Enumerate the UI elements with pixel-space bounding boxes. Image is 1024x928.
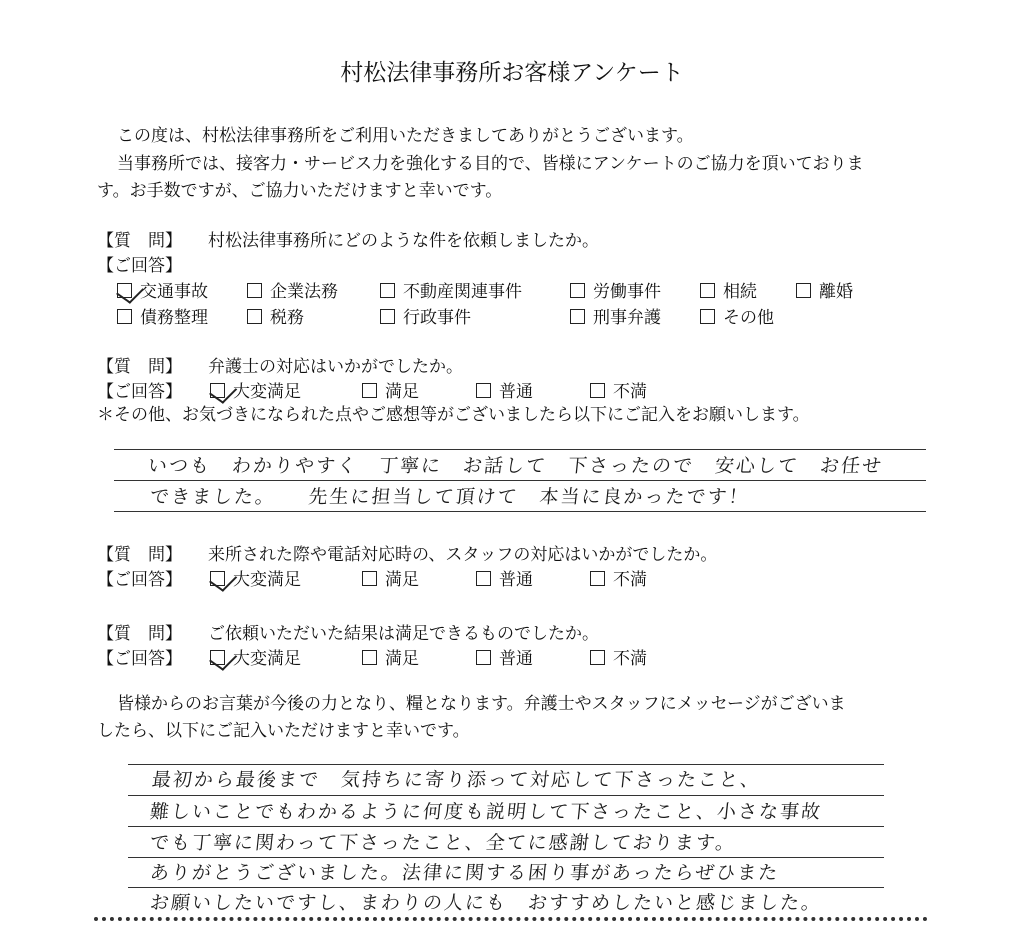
handwritten-message-3: でも丁寧に関わって下さったこと、全てに感謝しております。 (148, 832, 738, 854)
q1-option-debt[interactable]: 債務整理 (117, 308, 208, 328)
handwritten-comment-2: できました。 先生に担当して頂けて 本当に良かったです！ (148, 486, 751, 508)
checkbox-checked-icon[interactable] (210, 650, 225, 665)
q1-option-labor[interactable]: 労働事件 (570, 282, 661, 302)
q1-question-text: 村松法律事務所にどのような件を依頼しましたか。 (208, 231, 599, 251)
checkbox-icon[interactable] (590, 650, 605, 665)
q1-question-label: 【質 問】 (97, 231, 182, 251)
checkbox-icon[interactable] (362, 383, 377, 398)
writing-line (128, 887, 884, 888)
checkbox-icon[interactable] (476, 383, 491, 398)
writing-line (114, 511, 926, 512)
q4-option-neutral[interactable]: 普通 (476, 649, 533, 669)
checkbox-icon[interactable] (700, 309, 715, 324)
checkbox-icon[interactable] (380, 283, 395, 298)
q3-option-neutral[interactable]: 普通 (476, 570, 533, 590)
checkbox-icon[interactable] (362, 650, 377, 665)
q3-option-dissatisfied[interactable]: 不満 (590, 570, 647, 590)
q4-option-satisfied[interactable]: 満足 (362, 649, 419, 669)
q4-question-text: ご依頼いただいた結果は満足できるものでしたか。 (208, 624, 599, 644)
q3-option-very-satisfied[interactable]: 大変満足 (210, 570, 301, 590)
q4-option-very-satisfied[interactable]: 大変満足 (210, 649, 301, 669)
checkbox-icon[interactable] (247, 283, 262, 298)
q1-answer-label: 【ご回答】 (97, 256, 182, 276)
handwritten-comment-1: いつも わかりやすく 丁寧に お話して 下さったので 安心して お任せ (146, 455, 885, 477)
checkbox-checked-icon[interactable] (117, 283, 132, 298)
checkbox-icon[interactable] (590, 571, 605, 586)
q2-question-label: 【質 問】 (97, 357, 182, 377)
q1-option-corporate[interactable]: 企業法務 (247, 282, 338, 302)
q4-question-label: 【質 問】 (97, 624, 182, 644)
q1-option-other[interactable]: その他 (700, 308, 774, 328)
survey-title: 村松法律事務所お客様アンケート (340, 60, 684, 86)
checkbox-checked-icon[interactable] (210, 383, 225, 398)
checkbox-checked-icon[interactable] (210, 571, 225, 586)
q2-option-very-satisfied[interactable]: 大変満足 (210, 382, 301, 402)
q2-option-satisfied[interactable]: 満足 (362, 382, 419, 402)
message-prompt-line-2: したら、以下にご記入いただけますと幸いです。 (97, 721, 470, 741)
q1-option-divorce[interactable]: 離婚 (796, 282, 853, 302)
intro-line-3: す。お手数ですが、ご協力いただけますと幸いです。 (97, 181, 503, 201)
q1-option-criminal[interactable]: 刑事弁護 (570, 308, 661, 328)
checkbox-icon[interactable] (570, 283, 585, 298)
writing-line (128, 826, 884, 827)
dotted-divider (94, 917, 928, 921)
checkbox-icon[interactable] (590, 383, 605, 398)
q2-option-dissatisfied[interactable]: 不満 (590, 382, 647, 402)
q1-option-tax[interactable]: 税務 (247, 308, 304, 328)
q1-option-inheritance[interactable]: 相続 (700, 282, 757, 302)
q4-option-dissatisfied[interactable]: 不満 (590, 649, 647, 669)
q3-question-label: 【質 問】 (97, 545, 182, 565)
checkbox-icon[interactable] (570, 309, 585, 324)
writing-line (114, 480, 926, 481)
q4-answer-label: 【ご回答】 (97, 649, 182, 669)
q3-answer-label: 【ご回答】 (97, 570, 182, 590)
other-comments-prompt: ＊その他、お気づきになられた点やご感想等がございましたら以下にご記入をお願いします。 (97, 405, 810, 425)
q1-option-traffic[interactable]: 交通事故 (117, 282, 208, 302)
writing-line (128, 764, 884, 765)
checkbox-icon[interactable] (247, 309, 262, 324)
writing-line (128, 857, 884, 858)
message-prompt-line-1: 皆様からのお言葉が今後の力となり、糧となります。弁護士やスタッフにメッセージがございま (117, 694, 846, 714)
q3-question-text: 来所された際や電話対応時の、スタッフの対応はいかがでしたか。 (208, 545, 718, 565)
checkbox-icon[interactable] (700, 283, 715, 298)
handwritten-message-2: 難しいことでもわかるように何度も説明して下さったこと、小さな事故 (148, 801, 824, 823)
checkbox-icon[interactable] (117, 309, 132, 324)
handwritten-message-1: 最初から最後まで 気持ちに寄り添って対応して下さったこと、 (150, 769, 763, 791)
checkbox-icon[interactable] (362, 571, 377, 586)
checkbox-icon[interactable] (796, 283, 811, 298)
intro-line-2: 当事務所では、接客力・サービス力を強化する目的で、皆様にアンケートのご協力を頂いておりま (117, 154, 864, 174)
writing-line (114, 449, 926, 450)
q2-answer-label: 【ご回答】 (97, 382, 182, 402)
q1-option-administrative[interactable]: 行政事件 (380, 308, 471, 328)
handwritten-message-5: お願いしたいですし、まわりの人にも おすすめしたいと感じました。 (148, 892, 824, 914)
q1-option-real-estate[interactable]: 不動産関連事件 (380, 282, 522, 302)
q3-option-satisfied[interactable]: 満足 (362, 570, 419, 590)
checkbox-icon[interactable] (380, 309, 395, 324)
writing-line (128, 795, 884, 796)
handwritten-message-4: ありがとうございました。法律に関する困り事があったらぜひまた (148, 862, 781, 884)
q2-question-text: 弁護士の対応はいかがでしたか。 (208, 357, 463, 377)
checkbox-icon[interactable] (476, 650, 491, 665)
intro-line-1: この度は、村松法律事務所をご利用いただきましてありがとうございます。 (117, 126, 694, 146)
q2-option-neutral[interactable]: 普通 (476, 382, 533, 402)
checkbox-icon[interactable] (476, 571, 491, 586)
